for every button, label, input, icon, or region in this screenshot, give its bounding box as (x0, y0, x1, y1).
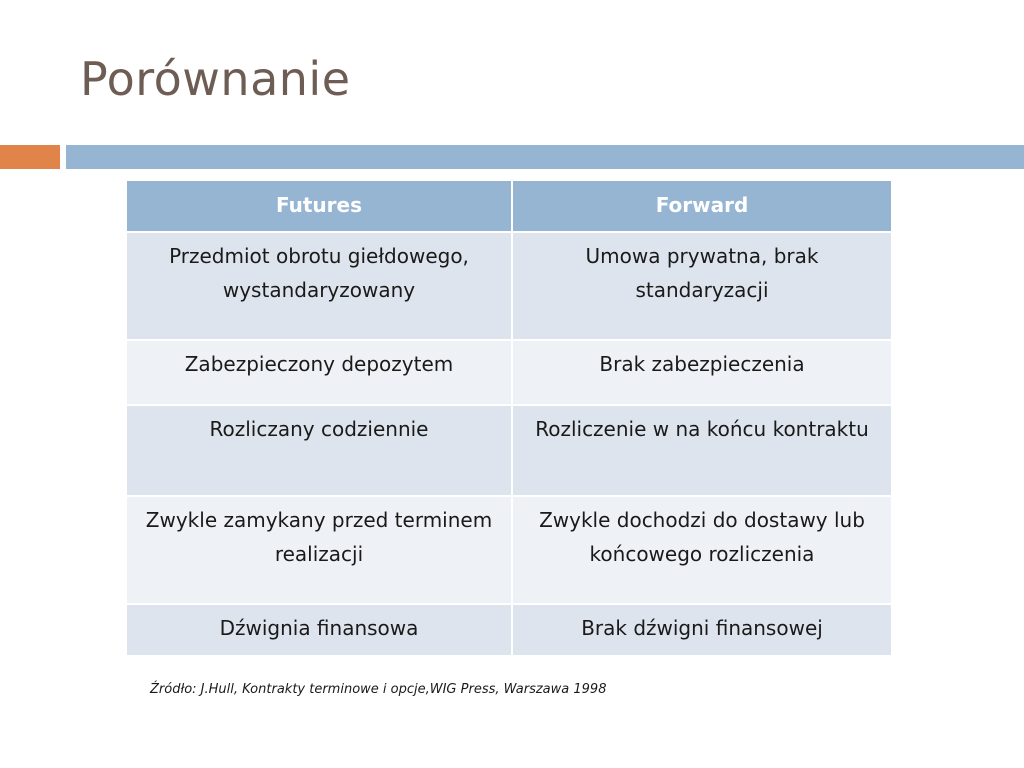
table-row (126, 496, 892, 604)
cell-forward: Brak dźwigni finansowej (512, 604, 892, 656)
table-row (126, 232, 892, 340)
table-row (126, 405, 892, 496)
cell-futures: Dźwignia finansowa (126, 604, 512, 656)
header-forward: Forward (512, 180, 892, 232)
table-header-row (126, 180, 892, 232)
table-row (126, 340, 892, 405)
cell-forward: Umowa prywatna, brak standaryzacji (512, 232, 892, 340)
cell-futures: Zabezpieczony depozytem (126, 340, 512, 405)
source-note: Źródło: J.Hull, Kontrakty terminowe i opcje,WIG Press, Warszawa 1998 (150, 682, 607, 697)
cell-forward: Zwykle dochodzi do dostawy lub końcowego rozliczenia (512, 496, 892, 604)
cell-futures: Zwykle zamykany przed terminem realizacji (126, 496, 512, 604)
comparison-table (125, 179, 893, 657)
accent-bar-orange (0, 145, 60, 169)
cell-forward: Rozliczenie w na końcu kontraktu (512, 405, 892, 496)
slide-title: Porównanie (80, 52, 351, 106)
cell-forward: Brak zabezpieczenia (512, 340, 892, 405)
header-futures: Futures (126, 180, 512, 232)
table-row (126, 604, 892, 656)
cell-futures: Rozliczany codziennie (126, 405, 512, 496)
accent-bar-blue (66, 145, 1024, 169)
cell-futures: Przedmiot obrotu giełdowego, wystandaryzowany (126, 232, 512, 340)
